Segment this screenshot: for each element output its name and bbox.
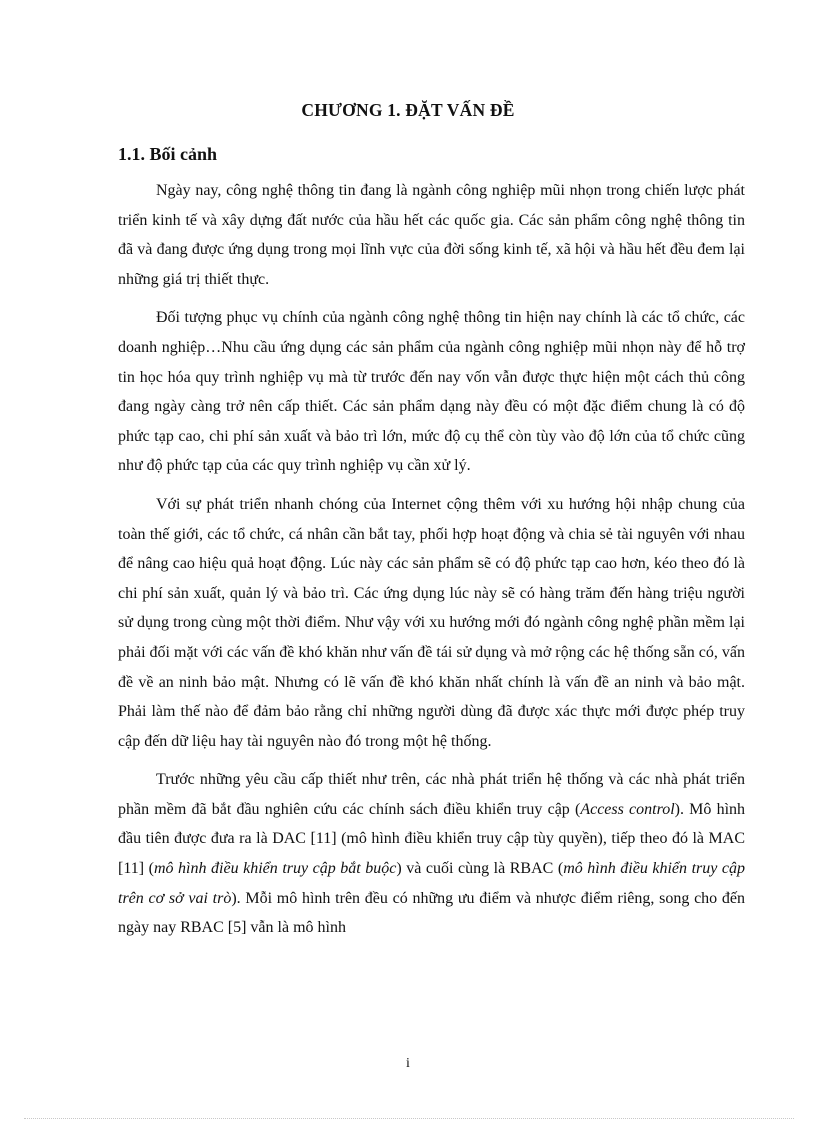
paragraph-4-italic-3: mô hình điều khiển truy cập trên cơ sở vai trò <box>118 860 746 907</box>
page-bottom-edge <box>24 1118 794 1119</box>
paragraph-1: Ngày nay, công nghệ thông tin đang là ngành công nghiệp mũi nhọn trong chiến lược phát triển kinh tế và xây dựng đất nước của hầu hết các quốc gia. Các sản phẩm công nghệ thông tin đã và đang được ứng dụng trong mọi lĩnh vực của đời sống kinh tế, xã hội và hầu hết đều đem lại những giá trị thiết thực. <box>118 182 745 288</box>
paragraph-4 <box>118 765 745 943</box>
paragraph-4-text-3: ) và cuối cùng là RBAC ( <box>396 860 564 878</box>
paragraph-2: Đối tượng phục vụ chính của ngành công nghệ thông tin hiện nay chính là các tổ chức, các doanh nghiệp…Nhu cầu ứng dụng các sản phẩm của ngành công nghiệp mũi nhọn này để hỗ trợ tin học hóa quy trình nghiệp vụ mà từ trước đến nay vốn vẫn được thực hiện một cách thủ công đang ngày càng trở nên cấp thiết. Các sản phẩm dạng này đều có một đặc điểm chung là có độ phức tạp cao, chi phí sản xuất và bảo trì lớn, mức độ cụ thể còn tùy vào độ lớn của tổ chức cũng như độ phức tạp của các quy trình nghiệp vụ cần xử lý. <box>118 309 745 475</box>
paragraph-3: Với sự phát triển nhanh chóng của Internet cộng thêm với xu hướng hội nhập chung của toàn thế giới, các tổ chức, cá nhân cần bắt tay, phối hợp hoạt động và chia sẻ tài nguyên với nhau để nâng cao hiệu quả hoạt động. Lúc này các sản phẩm sẽ có độ phức tạp cao hơn, kéo theo đó là chi phí sản xuất, quản lý và bảo trì. Các ứng dụng lúc này sẽ có hàng trăm đến hàng triệu người sử dụng trong cùng một thời điểm. Như vậy với xu hướng mới đó ngành công nghệ phần mềm lại phải đối mặt với các vấn đề khó khăn như vấn đề tái sử dụng và mở rộng các hệ thống sẵn có, vấn đề về an ninh bảo mật. Nhưng có lẽ vấn đề khó khăn nhất chính là vấn đề an ninh và bảo mật. Phải làm thế nào để đảm bảo rằng chỉ những người dùng đã được xác thực mới được phép truy cập đến dữ liệu hay tài nguyên nào đó trong một hệ thống. <box>118 495 745 750</box>
paragraph-4-text-1: Trước những yêu cầu cấp thiết như trên, các nhà phát triển hệ thống và các nhà phát triển phần mềm đã bắt đầu nghiên cứu các chính sách điều khiển truy cập ( <box>118 771 745 818</box>
paragraph-4-italic-2: mô hình điều khiển truy cập bắt buộc <box>153 860 397 878</box>
body-text <box>118 176 745 952</box>
paragraph-4-text-4: ). Mỗi mô hình trên đều có những ưu điểm và nhược điểm riêng, song cho đến ngày nay RBAC [5] vẫn là mô hình <box>118 889 746 937</box>
page-number: i <box>406 1056 410 1071</box>
paragraph-4-text-2: ). Mô hình đầu tiên được đưa ra là DAC [11] (mô hình điều khiển truy cập tùy quyền), tiếp theo đó là MAC [11] ( <box>118 800 746 878</box>
section-heading: 1.1. Bối cảnh <box>118 144 218 164</box>
paragraph-4-italic-1: Access control <box>580 800 675 818</box>
chapter-title: CHƯƠNG 1. ĐẶT VẤN ĐỀ <box>301 100 515 120</box>
